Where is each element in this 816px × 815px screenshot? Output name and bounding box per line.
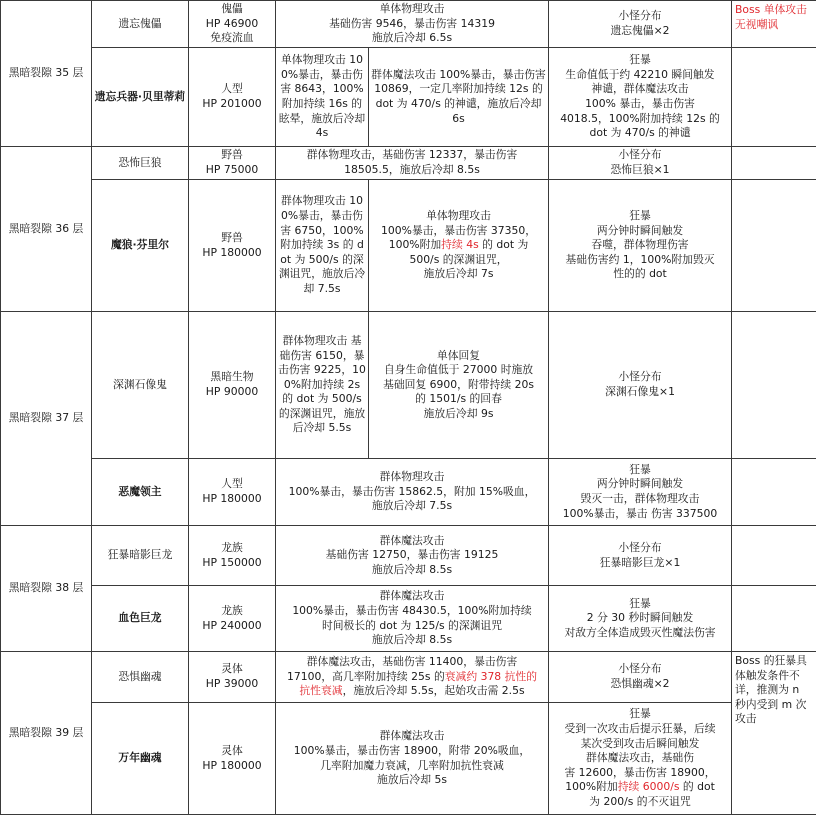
special-line: 生命值低于约 42210 瞬间触发 bbox=[565, 67, 715, 81]
skill-highlight: 衰减约 378 抗性的 bbox=[444, 669, 538, 683]
floor-label: 黑暗裂隙 39 层 bbox=[1, 652, 92, 815]
special-cell bbox=[549, 586, 732, 652]
special-line: 吞噬，群体物理伤害 bbox=[591, 238, 689, 252]
skill-line: 500/s 的深渊诅咒， bbox=[409, 252, 508, 266]
special-line: 小怪分布 bbox=[618, 662, 662, 676]
special-line: 深渊石像鬼×1 bbox=[605, 385, 675, 398]
monster-name: 狂暴暗影巨龙 bbox=[92, 526, 189, 586]
special-line: 对敌方全体造成毁灭性魔法伤害 bbox=[564, 625, 716, 639]
skill-line: 自身生命值低于 27000 时施放 bbox=[383, 363, 534, 377]
boss-name: 恶魔领主 bbox=[92, 459, 189, 526]
floor-label: 黑暗裂隙 36 层 bbox=[1, 147, 92, 312]
skill-line bbox=[371, 238, 546, 253]
skill-line: 100%暴击，暴击伤害 37350， bbox=[380, 223, 537, 237]
special-cell bbox=[549, 180, 732, 312]
monster-info bbox=[189, 312, 276, 459]
monster-extra: 免疫流血 bbox=[210, 31, 254, 45]
skill-line: 群体魔法攻击，基础伤害 11400，暴击伤害 bbox=[306, 655, 518, 669]
special-cell bbox=[549, 652, 732, 703]
monster-hp: HP 150000 bbox=[202, 555, 262, 569]
monster-hp: HP 180000 bbox=[202, 492, 262, 505]
note-cell bbox=[732, 147, 816, 180]
special-line: 恐惧幽魂×2 bbox=[610, 677, 670, 690]
monster-hp: HP 180000 bbox=[202, 758, 262, 772]
special-line: 性的的 dot bbox=[613, 267, 667, 281]
skill-highlight: 持续 4s bbox=[441, 238, 479, 252]
skill-cell bbox=[276, 703, 549, 815]
special-line: 遗忘傀儡×2 bbox=[610, 24, 670, 37]
note-cell bbox=[732, 312, 816, 459]
skill-cell bbox=[369, 180, 549, 312]
special-line: 狂暴暗影巨龙×1 bbox=[599, 555, 681, 569]
skill-line: 群体魔法攻击 bbox=[379, 589, 445, 603]
floor-label: 黑暗裂隙 37 层 bbox=[1, 312, 92, 526]
skill-line: 施放后冷却 9s bbox=[423, 406, 494, 420]
special-cell bbox=[549, 1, 732, 48]
skill-cell bbox=[276, 526, 549, 586]
skill-highlight: 抗性衰减 bbox=[299, 684, 343, 698]
skill-line: 群体物理攻击 bbox=[379, 470, 445, 484]
monster-type: 黑暗生物 bbox=[210, 370, 254, 384]
monster-hp: HP 180000 bbox=[202, 245, 262, 259]
special-line: 两分钟时瞬间触发 bbox=[596, 477, 684, 491]
skill-line: 群体物理攻击，基础伤害 12337，暴击伤害 bbox=[306, 148, 518, 162]
special-line: 狂暴 bbox=[629, 596, 651, 610]
skill-line: 群体魔法攻击 bbox=[379, 533, 445, 547]
skill-line: 施放后冷却 8.5s bbox=[371, 633, 453, 647]
monster-name: 恐怖巨狼 bbox=[92, 147, 189, 180]
monster-hp: HP 90000 bbox=[205, 385, 259, 398]
skill-line: 施放后冷却 7s bbox=[423, 267, 494, 281]
skill-line: 施放后冷却 8.5s bbox=[371, 562, 453, 576]
special-cell bbox=[549, 703, 732, 815]
special-cell bbox=[549, 526, 732, 586]
special-cell bbox=[549, 147, 732, 180]
special-line: 100% 暴击，暴击伤害 bbox=[585, 97, 695, 110]
skill-text: 100%附加 bbox=[388, 238, 442, 252]
special-line: 狂暴 bbox=[629, 462, 651, 476]
monster-type: 龙族 bbox=[221, 603, 243, 617]
boss-name: 万年幽魂 bbox=[92, 703, 189, 815]
skill-line: 基础伤害 9546，暴击伤害 14319 bbox=[329, 16, 495, 30]
special-cell bbox=[549, 312, 732, 459]
skill-line: 单体物理攻击 bbox=[426, 209, 491, 223]
floor-label: 黑暗裂隙 38 层 bbox=[1, 526, 92, 652]
skill-line: 100%暴击，暴击伤害 48430.5，100%附加持续 bbox=[292, 603, 532, 617]
skill-line: 的 1501/s 的回春 bbox=[415, 392, 502, 406]
skill-line: 施放后冷却 7.5s bbox=[371, 499, 453, 513]
monster-type: 野兽 bbox=[221, 230, 243, 244]
skill-line: 单体回复 bbox=[436, 348, 481, 362]
note-cell: Boss 的狂暴具体触发条件不详，推测为 n 秒内受到 m 次攻击 bbox=[732, 652, 816, 815]
skill-cell bbox=[276, 1, 549, 48]
special-line: 两分钟时瞬间触发 bbox=[596, 223, 684, 237]
special-highlight: 持续 6000/s bbox=[617, 780, 680, 794]
boss-name: 血色巨龙 bbox=[92, 586, 189, 652]
skill-cell bbox=[276, 586, 549, 652]
skill-cell: 单体物理攻击 100%暴击，暴击伤害 8643，100%附加持续 16s 的眩晕，施放后冷却 4s bbox=[276, 48, 369, 147]
special-cell bbox=[549, 48, 732, 147]
skill-text: 17100，高几率附加持续 25s 的 bbox=[287, 669, 445, 683]
note-cell bbox=[732, 459, 816, 526]
skill-line: 施放后冷却 5s bbox=[377, 773, 447, 787]
skill-cell: 群体魔法攻击 100%暴击，暴击伤害 10869，一定几率附加持续 12s 的 dot 为 470/s 的神谴，施放后冷却 6s bbox=[369, 48, 549, 147]
special-line: 狂暴 bbox=[629, 209, 651, 223]
special-line: 某次受到攻击后瞬间触发 bbox=[580, 736, 700, 750]
note-cell bbox=[732, 48, 816, 147]
monster-name: 恐惧幽魂 bbox=[92, 652, 189, 703]
skill-line: 基础回复 6900，附带持续 20s bbox=[383, 377, 534, 391]
special-line: 4018.5，100%附加持续 12s 的 bbox=[560, 111, 720, 125]
skill-cell bbox=[369, 312, 549, 459]
monster-info bbox=[189, 48, 276, 147]
special-line bbox=[551, 780, 729, 795]
special-line: 为 200/s 的不灭诅咒 bbox=[589, 794, 691, 808]
special-line: 小怪分布 bbox=[618, 9, 662, 23]
monster-type: 傀儡 bbox=[221, 2, 243, 16]
note-cell bbox=[732, 180, 816, 312]
monster-info bbox=[189, 459, 276, 526]
skill-line: 18505.5，施放后冷却 8.5s bbox=[344, 163, 480, 176]
special-line: 小怪分布 bbox=[618, 370, 662, 384]
skill-line bbox=[278, 670, 546, 685]
skill-text: 的 dot 为 bbox=[478, 238, 529, 252]
monster-hp: HP 75000 bbox=[205, 163, 259, 176]
skill-line: 时间极长的 dot 为 125/s 的深渊诅咒 bbox=[321, 618, 503, 632]
monster-info bbox=[189, 180, 276, 312]
monster-type: 灵体 bbox=[221, 743, 243, 757]
special-text: 的 dot bbox=[679, 780, 715, 794]
monster-type: 人型 bbox=[221, 82, 243, 96]
monster-info bbox=[189, 1, 276, 48]
special-line: 群体魔法攻击，基础伤 bbox=[586, 751, 694, 765]
special-line: 神谴，群体魔法攻击 bbox=[591, 82, 689, 96]
special-line: 基础伤害约 1，100%附加毁灭 bbox=[565, 252, 715, 266]
monster-hp: HP 46900 bbox=[205, 16, 259, 30]
skill-line: 单体物理攻击 bbox=[379, 2, 445, 16]
boss-name: 遗忘兵器·贝里蒂莉 bbox=[92, 48, 189, 147]
monster-type: 灵体 bbox=[221, 662, 243, 676]
monster-info bbox=[189, 652, 276, 703]
special-cell bbox=[549, 459, 732, 526]
monster-hp: HP 39000 bbox=[205, 677, 259, 690]
monster-info bbox=[189, 147, 276, 180]
monster-name: 深渊石像鬼 bbox=[92, 312, 189, 459]
special-line: 狂暴 bbox=[629, 707, 651, 721]
monster-hp: HP 240000 bbox=[202, 618, 262, 632]
floor-label: 黑暗裂隙 35 层 bbox=[1, 1, 92, 147]
monster-info bbox=[189, 526, 276, 586]
special-line: dot 为 470/s 的神谴 bbox=[589, 126, 691, 140]
monster-type: 龙族 bbox=[221, 540, 243, 554]
skill-line bbox=[278, 684, 546, 699]
monster-type: 人型 bbox=[221, 477, 243, 491]
skill-text: ，施放后冷却 5.5s，起始攻击需 2.5s bbox=[342, 684, 525, 698]
special-line: 毁灭一击，群体物理攻击 bbox=[580, 492, 700, 505]
skill-cell bbox=[276, 652, 549, 703]
note-cell bbox=[732, 586, 816, 652]
skill-line: 100%暴击，暴击伤害 18900，附带 20%吸血， bbox=[293, 743, 531, 757]
special-line: 小怪分布 bbox=[618, 540, 662, 554]
skill-cell bbox=[276, 459, 549, 526]
monster-type: 野兽 bbox=[221, 148, 243, 162]
monster-info bbox=[189, 703, 276, 815]
skill-cell: 群体物理攻击 100%暴击，暴击伤害 6750，100%附加持续 3s 的 dot 为 500/s 的深渊诅咒，施放后冷却 7.5s bbox=[276, 180, 369, 312]
skill-line: 施放后冷却 6.5s bbox=[371, 31, 453, 45]
skill-cell bbox=[276, 147, 549, 180]
special-line: 2 分 30 秒时瞬间触发 bbox=[586, 611, 694, 625]
boss-name: 魔狼·芬里尔 bbox=[92, 180, 189, 312]
special-line: 害 12600，暴击伤害 18900， bbox=[564, 765, 716, 779]
special-text: 100%附加 bbox=[565, 780, 618, 794]
monster-name: 遗忘傀儡 bbox=[92, 1, 189, 48]
skill-line: 100%暴击，暴击伤害 15862.5，附加 15%吸血， bbox=[288, 484, 536, 498]
special-line: 小怪分布 bbox=[618, 148, 662, 162]
special-line: 100%暴击，暴击 伤害 337500 bbox=[562, 506, 718, 520]
skill-line: 基础伤害 12750，暴击伤害 19125 bbox=[325, 548, 499, 562]
special-line: 受到一次攻击后提示狂暴，后续 bbox=[564, 722, 716, 736]
monster-hp: HP 201000 bbox=[202, 97, 262, 110]
special-line: 恐怖巨狼×1 bbox=[610, 163, 670, 176]
skill-cell: 群体物理攻击 基础伤害 6150，暴击伤害 9225，100%附加持续 2s 的 dot 为 500/s 的深渊诅咒，施放后冷却 5.5s bbox=[276, 312, 369, 459]
special-line: 狂暴 bbox=[629, 53, 651, 67]
monster-info bbox=[189, 586, 276, 652]
skill-line: 群体魔法攻击 bbox=[379, 729, 445, 743]
skill-line: 几率附加魔力衰减，几率附加抗性衰减 bbox=[320, 758, 504, 772]
note-cell: Boss 单体攻击无视嘲讽 bbox=[732, 1, 816, 48]
note-cell bbox=[732, 526, 816, 586]
